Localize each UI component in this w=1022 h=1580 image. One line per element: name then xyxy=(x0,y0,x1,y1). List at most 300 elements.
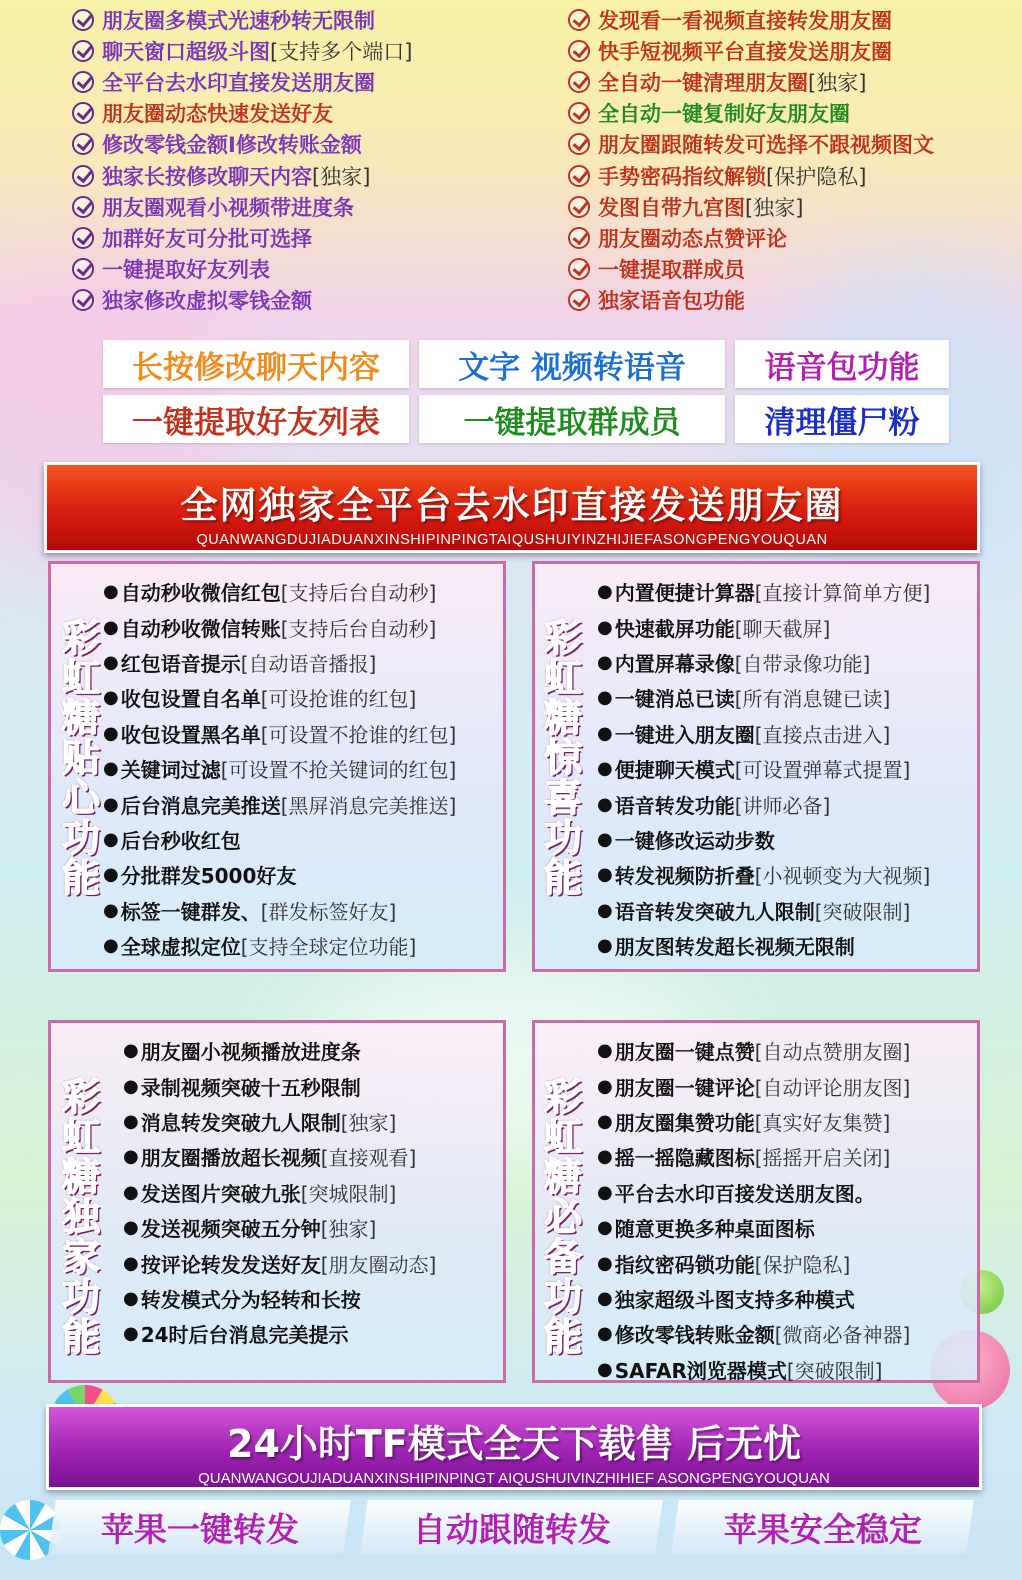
feature-item-note: [突破限制] xyxy=(786,1358,883,1383)
feature-item xyxy=(123,1316,436,1351)
check-circle-icon xyxy=(568,165,590,187)
checklist-item xyxy=(72,191,542,222)
feature-item-note: [摇摇开启关闭] xyxy=(754,1146,891,1171)
checklist-item-main: 手势密码指纹解锁 xyxy=(598,164,766,189)
feature-item-main: 后台消息完美推送 xyxy=(120,793,281,818)
checklist-item-main: 朋友圈观看小视频带进度条 xyxy=(102,195,354,220)
bullet-icon: ● xyxy=(597,1252,613,1274)
bullet-icon: ● xyxy=(123,1181,139,1203)
feature-item-main: 快速截屏功能 xyxy=(614,616,735,641)
panel-title-char: 家 xyxy=(61,1235,100,1279)
panel-title-char: 虹 xyxy=(61,656,100,700)
panel-title-char: 心 xyxy=(61,776,100,820)
feature-item-main: 自动秒收微信转账 xyxy=(120,616,281,641)
checklist-item-text xyxy=(102,36,412,66)
panel-title-char: 独 xyxy=(61,1195,100,1239)
bullet-icon: ● xyxy=(597,899,613,921)
feature-item-note: [讲师必备] xyxy=(734,793,831,818)
checklist-item xyxy=(568,222,1008,253)
check-circle-icon xyxy=(568,289,590,311)
feature-item xyxy=(123,1139,436,1174)
checklist-item-main: 加群好友可分批可选择 xyxy=(102,226,312,251)
feature-item-main: 标签一键群发、 xyxy=(120,899,261,924)
checklist-item xyxy=(72,222,542,253)
check-circle-icon xyxy=(72,165,94,187)
feature-list xyxy=(123,1033,436,1352)
feature-item xyxy=(597,1281,910,1316)
feature-item-main: 后台秒收红包 xyxy=(120,828,241,853)
checklist-item-main: 朋友圈动态快速发送好友 xyxy=(102,102,333,127)
feature-item-main: 朋友图转发超长视频无限制 xyxy=(614,935,855,960)
feature-item-main: 自动秒收微信红包 xyxy=(120,581,281,606)
bullet-icon: ● xyxy=(597,1146,613,1168)
bullet-icon: ● xyxy=(123,1075,139,1097)
panel-title-char: 彩 xyxy=(61,1075,100,1119)
feature-item-main: 关键词过滤 xyxy=(120,758,221,783)
feature-item-main: 朋友圈一键评论 xyxy=(614,1075,755,1100)
feature-item xyxy=(103,574,456,609)
checklist-right xyxy=(568,4,1008,316)
bullet-icon: ● xyxy=(597,1075,613,1097)
feature-list xyxy=(597,574,930,963)
check-circle-icon xyxy=(72,40,94,62)
feature-label-grid xyxy=(103,340,951,450)
feature-item-main: 发送图片突破九张 xyxy=(140,1181,301,1206)
feature-item xyxy=(597,716,930,751)
feature-item-note: [朋友圈动态] xyxy=(320,1252,437,1277)
panel-title xyxy=(539,1077,587,1357)
checklist-item xyxy=(72,98,542,129)
check-circle-icon xyxy=(72,227,94,249)
bullet-icon: ● xyxy=(597,1040,613,1062)
bullet-icon: ● xyxy=(597,616,613,638)
bottom-tag xyxy=(671,1500,974,1554)
feature-item-note: [自动评论朋友图] xyxy=(754,1075,911,1100)
feature-item-main: 指纹密码锁功能 xyxy=(614,1252,755,1277)
feature-item-main: 语音转发突破九人限制 xyxy=(614,899,815,924)
checklist-item-main: 聊天窗口超级斗图 xyxy=(102,39,270,64)
panel-title-char: 彩 xyxy=(543,616,582,660)
bullet-icon: ● xyxy=(103,581,119,603)
feature-item xyxy=(597,680,930,715)
download-banner-subtitle: QUANWANGOUJIADUANXINSHIPINPINGT AIQUSHUIVINZHIHIEF ASONGPENGYOUQUAN xyxy=(198,1470,830,1487)
feature-item xyxy=(123,1245,436,1280)
feature-item-note: [可设置弹幕式提置] xyxy=(734,758,911,783)
feature-label: 文字 视频转语音 xyxy=(419,340,725,388)
label-row xyxy=(103,340,951,388)
bullet-icon: ● xyxy=(123,1217,139,1239)
feature-panel-caring xyxy=(48,561,506,972)
feature-item-note: [微商必备神器] xyxy=(774,1323,911,1348)
checklist-item xyxy=(72,4,542,35)
checklist-item-text xyxy=(102,67,375,97)
feature-item xyxy=(597,609,930,644)
bullet-icon: ● xyxy=(597,581,613,603)
feature-item xyxy=(597,645,930,680)
checklist-item-main: 快手短视频平台直接发送朋友圈 xyxy=(598,39,892,64)
feature-item xyxy=(123,1175,436,1210)
bottom-tag-text: 苹果一键转发 xyxy=(100,1509,299,1549)
checklist-item xyxy=(568,191,1008,222)
panel-title-char: 虹 xyxy=(543,1115,582,1159)
bullet-icon: ● xyxy=(597,793,613,815)
checklist-item xyxy=(72,129,542,160)
checklist-item xyxy=(568,254,1008,285)
checklist-item xyxy=(568,129,1008,160)
feature-item-main: 平台去水印百接发送朋友图。 xyxy=(614,1181,875,1206)
bullet-icon: ● xyxy=(597,828,613,850)
feature-item xyxy=(123,1068,436,1103)
panel-title-char: 糖 xyxy=(61,696,100,740)
feature-item-main: 朋友圈集赞功能 xyxy=(614,1110,755,1135)
bullet-icon: ● xyxy=(103,935,119,957)
feature-item-note: [突破限制] xyxy=(814,899,911,924)
feature-item-main: 内置便捷计算器 xyxy=(614,581,755,606)
feature-item xyxy=(597,857,930,892)
feature-item xyxy=(103,609,456,644)
feature-panel-surprise xyxy=(532,561,980,972)
feature-item xyxy=(597,1033,910,1068)
feature-item-note: [直接观看] xyxy=(320,1146,417,1171)
feature-item-note: [自动点赞朋友圈] xyxy=(754,1040,911,1065)
feature-item xyxy=(103,822,456,857)
bullet-icon: ● xyxy=(597,1217,613,1239)
panel-title-char: 能 xyxy=(61,856,100,900)
feature-item-note: [支持后台自动秒] xyxy=(280,581,437,606)
check-circle-icon xyxy=(72,289,94,311)
feature-item-main: 转发视频防折叠 xyxy=(614,864,755,889)
checklist-item xyxy=(72,35,542,66)
feature-item-main: 收包设置自名单 xyxy=(120,687,261,712)
check-circle-icon xyxy=(568,40,590,62)
panel-title-char: 糖 xyxy=(543,1155,582,1199)
bottom-tag-text: 自动跟随转发 xyxy=(412,1509,610,1549)
checklist-item-main: 独家语音包功能 xyxy=(598,289,745,314)
panel-title-char: 惊 xyxy=(543,736,582,780)
bullet-icon: ● xyxy=(597,1110,613,1132)
checklist-item xyxy=(72,285,542,316)
feature-label: 一键提取好友列表 xyxy=(103,395,409,443)
checklist-item xyxy=(568,285,1008,316)
feature-item-main: 修改零钱转账金额 xyxy=(614,1323,775,1348)
feature-item-main: 红包语音提示 xyxy=(120,651,241,676)
bottom-tag xyxy=(48,1500,351,1554)
checklist-item xyxy=(568,35,1008,66)
panel-title-char: 功 xyxy=(543,1275,582,1319)
panel-title-char: 能 xyxy=(543,1315,582,1359)
feature-item-note: [聊天截屏] xyxy=(734,616,831,641)
feature-item-note: [保护隐私] xyxy=(754,1252,851,1277)
checklist-item-text xyxy=(598,223,787,253)
feature-item-main: 发送视频突破五分钟 xyxy=(140,1217,321,1242)
feature-item xyxy=(597,1104,910,1139)
feature-item xyxy=(597,751,930,786)
check-circle-icon xyxy=(72,102,94,124)
feature-item-note: [群发标签好友] xyxy=(260,899,397,924)
panel-title-char: 功 xyxy=(61,1275,100,1319)
bullet-icon: ● xyxy=(103,651,119,673)
feature-item xyxy=(103,786,456,821)
panel-title-char: 能 xyxy=(61,1315,100,1359)
panel-title-char: 彩 xyxy=(543,1075,582,1119)
checklist-item-text xyxy=(598,36,892,66)
bullet-icon: ● xyxy=(597,687,613,709)
feature-item-main: 一键进入朋友圈 xyxy=(614,722,755,747)
check-circle-icon xyxy=(568,227,590,249)
feature-item xyxy=(597,822,930,857)
check-circle-icon xyxy=(72,133,94,155)
feature-label: 一键提取群成员 xyxy=(419,395,725,443)
feature-item-note: [直接计算简单方便] xyxy=(754,581,931,606)
checklist-item-main: 独家长按修改聊天内容 xyxy=(102,164,312,189)
feature-label: 长按修改聊天内容 xyxy=(103,340,409,388)
feature-item xyxy=(103,645,456,680)
checklist-item-main: 全平台去水印直接发送朋友圈 xyxy=(102,70,375,95)
bullet-icon: ● xyxy=(103,722,119,744)
checklist-item xyxy=(568,4,1008,35)
feature-item xyxy=(597,786,930,821)
feature-item xyxy=(597,928,930,963)
feature-item xyxy=(597,1316,910,1351)
checklist-item-main: 全自动一键清理朋友圈 xyxy=(598,70,808,95)
feature-item xyxy=(597,574,930,609)
bullet-icon: ● xyxy=(123,1110,139,1132)
feature-item-note: [可设置不抢谁的红包] xyxy=(260,722,457,747)
feature-item-note: [小视顿变为大视频] xyxy=(754,864,931,889)
feature-item-main: 按评论转发发送好友 xyxy=(140,1252,321,1277)
feature-item-main: 24时后台消息完美提示 xyxy=(140,1323,349,1348)
panel-title-char: 备 xyxy=(543,1235,582,1279)
checklist-item xyxy=(568,98,1008,129)
checklist-item-note: [独家] xyxy=(808,70,867,95)
check-circle-icon xyxy=(568,102,590,124)
bullet-icon: ● xyxy=(597,1287,613,1309)
bullet-icon: ● xyxy=(597,864,613,886)
bottom-tag-row xyxy=(52,1500,970,1554)
checklist-item-text xyxy=(102,223,312,253)
bullet-icon: ● xyxy=(103,758,119,780)
check-circle-icon xyxy=(568,133,590,155)
bullet-icon: ● xyxy=(123,1323,139,1345)
feature-item xyxy=(103,857,456,892)
checklist-item-note: [保护隐私] xyxy=(766,164,867,189)
feature-item-main: 内置屏幕录像 xyxy=(614,651,735,676)
feature-item-main: 录制视频突破十五秒限制 xyxy=(140,1075,361,1100)
feature-item-note: [可设置不抢关键词的红包] xyxy=(220,758,457,783)
bullet-icon: ● xyxy=(123,1146,139,1168)
feature-item-note: [直接点击进入] xyxy=(754,722,891,747)
checklist-item-main: 朋友圈跟随转发可选择不跟视频图文 xyxy=(598,133,934,158)
bullet-icon: ● xyxy=(597,722,613,744)
check-circle-icon xyxy=(568,258,590,280)
panel-title-char: 糖 xyxy=(61,1155,100,1199)
feature-list xyxy=(597,1033,910,1387)
check-circle-icon xyxy=(568,196,590,218)
bullet-icon: ● xyxy=(103,828,119,850)
panel-title-char: 糖 xyxy=(543,696,582,740)
panel-title-char: 必 xyxy=(543,1195,582,1239)
checklist-item-main: 朋友圈多模式光速秒转无限制 xyxy=(102,8,375,33)
bullet-icon: ● xyxy=(597,1181,613,1203)
bullet-icon: ● xyxy=(103,899,119,921)
checklist-item-text xyxy=(598,67,866,97)
feature-item-main: 朋友圈一键点赞 xyxy=(614,1040,755,1065)
checklist-item-main: 全自动一键复制好友朋友圈 xyxy=(598,102,850,127)
checklist-item-text xyxy=(598,254,745,284)
feature-item-main: 分批群发5000好友 xyxy=(120,864,297,889)
feature-item xyxy=(597,1175,910,1210)
checklist-item-main: 朋友圈动态点赞评论 xyxy=(598,226,787,251)
panel-title-char: 喜 xyxy=(543,776,582,820)
checklist-item-main: 修改零钱金额I修改转账金额 xyxy=(102,133,362,158)
feature-item-note: [独家] xyxy=(320,1217,377,1242)
checklist-item-main: 一键提取好友列表 xyxy=(102,258,270,283)
check-circle-icon xyxy=(568,9,590,31)
feature-label: 清理僵尸粉 xyxy=(735,395,949,443)
feature-item-main: 语音转发功能 xyxy=(614,793,735,818)
feature-label: 语音包功能 xyxy=(735,340,949,388)
feature-item-note: [突城限制] xyxy=(300,1181,397,1206)
feature-item xyxy=(103,680,456,715)
banner-title: 全网独家全平台去水印直接发送朋友圈 xyxy=(180,484,844,527)
feature-item-note: [自带录像功能] xyxy=(734,651,871,676)
checklist-item-text xyxy=(102,98,333,128)
checklist-item-text xyxy=(102,5,375,35)
feature-item-note: [支持全球定位功能] xyxy=(240,935,417,960)
label-row xyxy=(103,395,951,443)
bottom-tag xyxy=(360,1500,663,1554)
checklist-item xyxy=(72,160,542,191)
feature-item-main: 全球虚拟定位 xyxy=(120,935,241,960)
bullet-icon: ● xyxy=(103,616,119,638)
check-circle-icon xyxy=(72,71,94,93)
bullet-icon: ● xyxy=(103,864,119,886)
checklist-item-text xyxy=(102,192,354,222)
bullet-icon: ● xyxy=(597,935,613,957)
check-circle-icon xyxy=(72,196,94,218)
feature-item-main: 一键消总已读 xyxy=(614,687,735,712)
feature-item-main: 随意更换多种桌面图标 xyxy=(614,1217,815,1242)
checklist-item-main: 一键提取群成员 xyxy=(598,258,745,283)
bullet-icon: ● xyxy=(597,1323,613,1345)
feature-item-main: 一键修改运动步数 xyxy=(614,828,775,853)
feature-item-main: 便捷聊天模式 xyxy=(614,758,735,783)
feature-item xyxy=(123,1281,436,1316)
feature-item-main: 摇一摇隐藏图标 xyxy=(614,1146,755,1171)
feature-item xyxy=(103,928,456,963)
checklist-item-text xyxy=(102,254,270,284)
banner-subtitle: QUANWANGDUJIADUANXINSHIPINPINGTAIQUSHUIYINZHIJIEFASONGPENGYOUQUAN xyxy=(196,532,828,548)
checklist-item xyxy=(72,254,542,285)
panel-title xyxy=(539,618,587,898)
headline-banner xyxy=(44,462,980,553)
feature-item xyxy=(103,893,456,928)
panel-title-char: 功 xyxy=(61,816,100,860)
feature-item xyxy=(123,1033,436,1068)
checklist-item-note: [支持多个端口] xyxy=(270,39,413,64)
checklist-item xyxy=(568,66,1008,97)
checklist-item-text xyxy=(598,161,866,191)
panel-title-char: 贴 xyxy=(61,736,100,780)
check-circle-icon xyxy=(568,71,590,93)
feature-item xyxy=(123,1210,436,1245)
feature-item-main: 消息转发突破九人限制 xyxy=(140,1110,341,1135)
checklist-item-text xyxy=(102,129,362,159)
bullet-icon: ● xyxy=(123,1287,139,1309)
feature-item-note: [独家] xyxy=(340,1110,397,1135)
bullet-icon: ● xyxy=(597,651,613,673)
checklist-item-text xyxy=(102,285,312,315)
feature-item xyxy=(597,1210,910,1245)
feature-item xyxy=(597,1139,910,1174)
feature-item-note: [黑屏消息完美推送] xyxy=(280,793,457,818)
checklist-item-note: [独家] xyxy=(312,164,371,189)
checklist-item-text xyxy=(102,161,370,191)
bullet-icon: ● xyxy=(123,1040,139,1062)
checklist-item-text xyxy=(598,98,850,128)
download-banner-title: 24小时TF模式全天下载售 后无忧 xyxy=(227,1422,801,1466)
feature-panel-essential xyxy=(532,1020,980,1383)
bullet-icon: ● xyxy=(597,1358,613,1380)
feature-item xyxy=(123,1104,436,1139)
checklist-item-note: [独家] xyxy=(745,195,804,220)
feature-item xyxy=(597,1245,910,1280)
feature-item xyxy=(103,751,456,786)
feature-list xyxy=(103,574,456,963)
feature-item-main: SAFAR浏览器模式 xyxy=(614,1358,787,1383)
feature-panel-exclusive xyxy=(48,1020,506,1383)
download-banner xyxy=(46,1404,982,1490)
checklist-item xyxy=(568,160,1008,191)
feature-item-note: [可设抢谁的红包] xyxy=(260,687,417,712)
check-circle-icon xyxy=(72,258,94,280)
feature-item-main: 独家超级斗图支持多种模式 xyxy=(614,1287,855,1312)
checklist-item xyxy=(72,66,542,97)
bullet-icon: ● xyxy=(123,1252,139,1274)
bullet-icon: ● xyxy=(103,687,119,709)
feature-item-main: 转发模式分为轻转和长按 xyxy=(140,1287,361,1312)
checklist-left xyxy=(72,4,542,316)
checklist-item-text xyxy=(598,129,934,159)
feature-item-note: [自动语音播报] xyxy=(240,651,377,676)
checklist-item-text xyxy=(598,192,803,222)
panel-title-char: 能 xyxy=(543,856,582,900)
panel-title xyxy=(57,1077,105,1357)
feature-item-main: 朋友圈小视频播放进度条 xyxy=(140,1040,361,1065)
panel-title-char: 功 xyxy=(543,816,582,860)
bottom-tag-text: 苹果安全稳定 xyxy=(723,1509,922,1549)
bullet-icon: ● xyxy=(103,793,119,815)
panel-title-char: 虹 xyxy=(61,1115,100,1159)
feature-item-note: [支持后台自动秒] xyxy=(280,616,437,641)
checklist-item-text xyxy=(598,5,892,35)
feature-item xyxy=(103,716,456,751)
checklist-item-main: 发现看一看视频直接转发朋友圈 xyxy=(598,8,892,33)
feature-item xyxy=(597,1068,910,1103)
panel-title-char: 虹 xyxy=(543,656,582,700)
feature-item-note: [真实好友集赞] xyxy=(754,1110,891,1135)
feature-item xyxy=(597,893,930,928)
panel-title xyxy=(57,618,105,898)
feature-item-main: 收包设置黑名单 xyxy=(120,722,261,747)
feature-item-note: [所有消息键已读] xyxy=(734,687,891,712)
checklist-item-main: 独家修改虚拟零钱金额 xyxy=(102,289,312,314)
panel-title-char: 彩 xyxy=(61,616,100,660)
feature-item-main: 朋友圈播放超长视频 xyxy=(140,1146,321,1171)
bullet-icon: ● xyxy=(597,758,613,780)
checklist-item-text xyxy=(598,285,745,315)
check-circle-icon xyxy=(72,9,94,31)
